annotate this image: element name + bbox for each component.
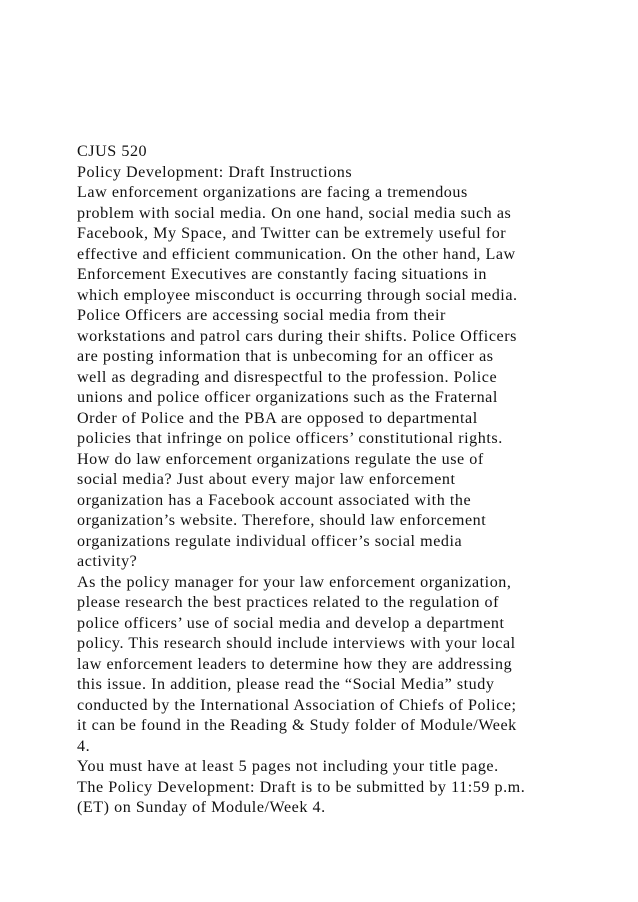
text-line: it can be found in the Reading & Study folder of Module/Week [77,717,517,734]
text-line: unions and police officer organizations such as the Fraternal [77,389,498,406]
text-line: problem with social media. On one hand, social media such as [77,204,512,222]
text-line: 4. [77,737,91,755]
text-line: law enforcement leaders to determine how they are addressing [77,655,513,673]
text-line: Facebook, My Space, and Twitter can be extremely useful for [77,225,507,242]
text-line: As the policy manager for your law enforcement organization, [77,573,512,591]
document-title: Policy Development: Draft Instructions [77,163,353,181]
text-line: conducted by the International Association of Chiefs of Police; [77,696,517,714]
text-line: activity? [77,553,138,570]
text-line: (ET) on Sunday of Module/Week 4. [77,799,326,816]
document-text [77,142,577,819]
text-line: well as degrading and disrespectful to the profession. Police [77,368,498,386]
text-line: organization’s website. Therefore, should law enforcement [77,512,487,529]
text-line: Enforcement Executives are constantly facing situations in [77,266,487,283]
text-line: workstations and patrol cars during their shifts. Police Officers [77,327,517,345]
text-line: organizations regulate individual officer’s social media [77,532,463,550]
text-line: effective and efficient communication. On the other hand, Law [77,245,516,263]
text-line: Law enforcement organizations are facing a tremendous [77,184,468,201]
text-line: Order of Police and the PBA are opposed to departmental [77,409,478,427]
text-line: How do law enforcement organizations regulate the use of [77,450,484,468]
text-line: policy. This research should include interviews with your local [77,635,516,652]
text-line: are posting information that is unbecoming for an officer as [77,348,494,365]
text-line: The Policy Development: Draft is to be submitted by 11:59 p.m. [77,778,526,796]
text-line: policies that infringe on police officers’ constitutional rights. [77,430,503,447]
text-line: You must have at least 5 pages not including your title page. [77,758,499,775]
text-line: which employee misconduct is occurring through social media. [77,286,518,304]
text-line: Police Officers are accessing social media from their [77,307,446,324]
text-line: this issue. In addition, please read the “Social Media” study [77,676,495,693]
text-line: please research the best practices related to the regulation of [77,594,500,611]
text-line: social media? Just about every major law enforcement [77,471,456,488]
text-line: organization has a Facebook account associated with the [77,491,472,509]
text-line: police officers’ use of social media and develop a department [77,614,505,632]
course-code: CJUS 520 [77,143,148,160]
